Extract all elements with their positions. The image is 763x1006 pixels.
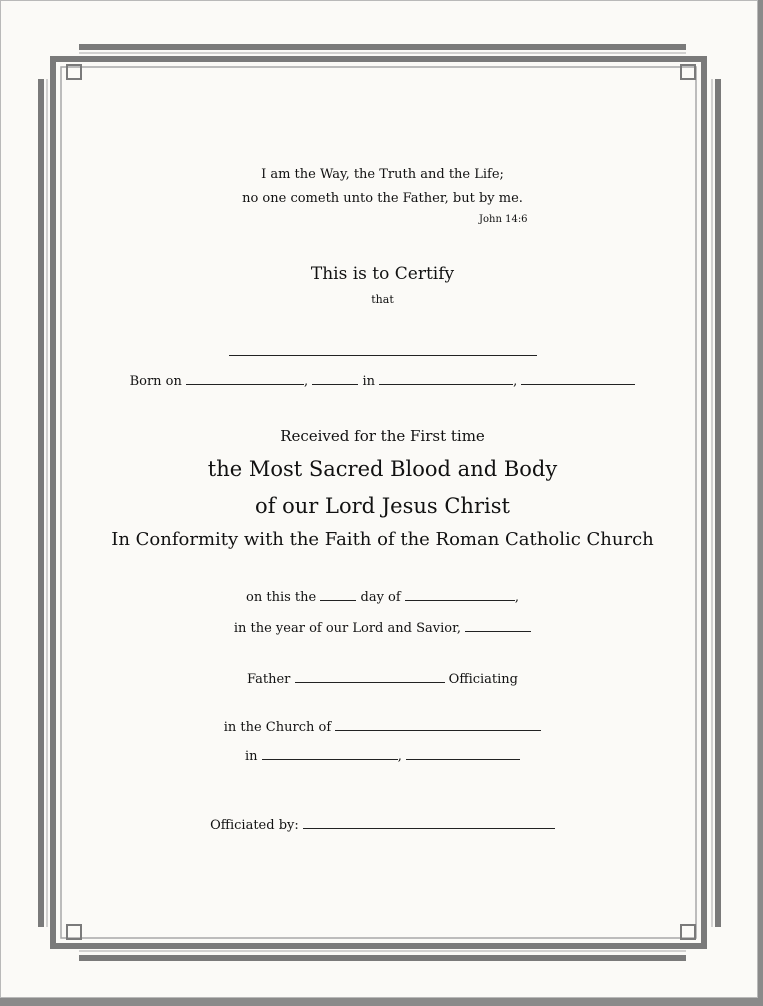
border-bottom-band — [79, 955, 686, 961]
church-location-row — [1, 746, 763, 764]
church-state-blank[interactable] — [406, 746, 520, 760]
year-blank[interactable] — [465, 618, 531, 632]
verse-line-2: no one cometh unto the Father, but by me. — [242, 191, 523, 206]
received-line: Received for the First time — [280, 427, 485, 445]
date-row — [1, 587, 763, 605]
officiated-by-blank[interactable] — [303, 815, 555, 829]
church-name-blank[interactable] — [335, 717, 541, 731]
church-in-label: in — [245, 749, 258, 764]
father-name-blank[interactable] — [295, 669, 445, 683]
birth-state-blank[interactable] — [521, 371, 635, 385]
name-row — [1, 341, 763, 360]
name-blank[interactable] — [229, 342, 537, 356]
born-in-label: in — [362, 374, 375, 389]
officiating-label: Officiating — [448, 672, 518, 687]
church-row — [1, 717, 763, 735]
born-label: Born on — [129, 374, 182, 389]
sacred-line: the Most Sacred Blood and Body — [207, 457, 558, 481]
church-city-blank[interactable] — [262, 746, 398, 760]
church-comma: , — [397, 749, 402, 764]
officiated-by-label: Officiated by: — [210, 818, 299, 833]
corner-bottom-right — [681, 925, 695, 939]
birth-year-blank[interactable] — [312, 371, 358, 385]
certify-that: that — [371, 293, 394, 306]
born-row — [1, 371, 763, 389]
born-comma-2: , — [513, 374, 518, 389]
year-row — [1, 618, 763, 636]
lord-line: of our Lord Jesus Christ — [255, 494, 510, 518]
corner-bottom-left — [67, 925, 81, 939]
month-blank[interactable] — [405, 587, 515, 601]
father-row — [1, 669, 763, 687]
year-label: in the year of our Lord and Savior, — [233, 621, 461, 636]
verse-line-1: I am the Way, the Truth and the Life; — [261, 167, 504, 182]
officiated-by-row — [1, 815, 763, 833]
date-comma: , — [514, 590, 519, 605]
certify-heading: This is to Certify — [310, 264, 455, 284]
day-of-label: day of — [360, 590, 401, 605]
church-of-label: in the Church of — [223, 720, 332, 735]
verse-reference: John 14:6 — [479, 214, 528, 225]
birth-date-blank[interactable] — [186, 371, 304, 385]
birth-city-blank[interactable] — [379, 371, 513, 385]
conformity-line: In Conformity with the Faith of the Roman Catholic Church — [111, 529, 654, 550]
born-comma-1: , — [304, 374, 309, 389]
border-top-band — [79, 44, 686, 50]
day-blank[interactable] — [320, 587, 356, 601]
father-label: Father — [246, 672, 291, 687]
on-this-the-label: on this the — [246, 590, 317, 605]
